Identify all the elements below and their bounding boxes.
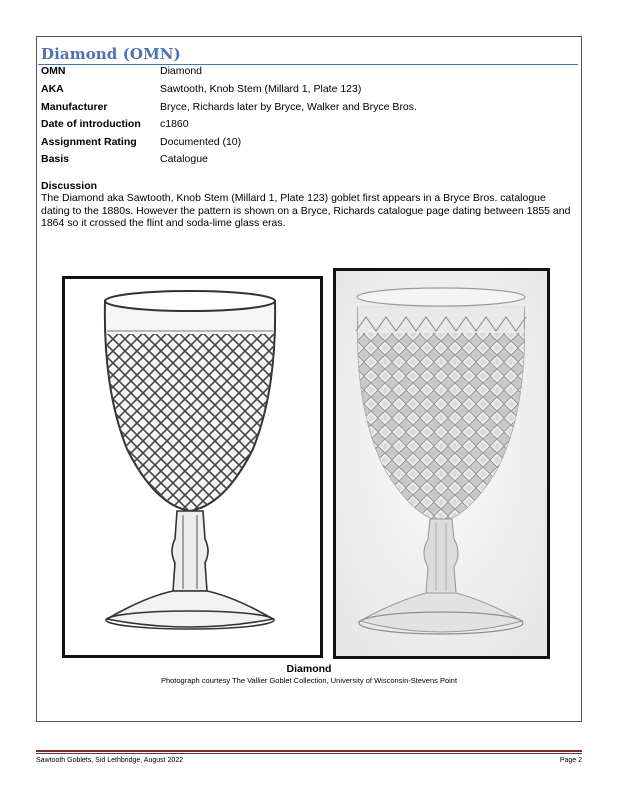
detail-label: Assignment Rating [41,136,137,148]
page-title: Diamond (OMN) [41,45,181,63]
footer-citation: Sawtooth Goblets, Sid Lethbridge, August 2022 [36,757,184,764]
detail-label: Basis [41,153,70,165]
detail-label: Manufacturer [41,101,108,113]
detail-value: Diamond [160,65,203,77]
detail-value: Documented (10) [160,136,242,148]
goblet-drawing-image [65,279,320,655]
footer-rule [36,750,582,752]
figure-caption: Diamond [286,663,332,675]
detail-value: c1860 [160,118,189,130]
goblet-photograph [333,268,550,659]
footer-rule-thin [36,753,582,754]
detail-label: AKA [41,83,64,95]
title-underline [38,64,578,65]
goblet-photo-image [336,271,547,656]
detail-label: Date of introduction [41,118,141,130]
page-number: Page 2 [559,757,582,764]
detail-value: Sawtooth, Knob Stem (Millard 1, Plate 123) [160,83,362,95]
discussion-heading: Discussion [41,180,98,192]
detail-label: OMN [41,65,66,77]
detail-value: Bryce, Richards later by Bryce, Walker and Bryce Bros. [160,101,417,113]
detail-value: Catalogue [160,153,208,165]
catalogue-drawing [62,276,323,658]
discussion-text: The Diamond aka Sawtooth, Knob Stem (Millard 1, Plate 123) goblet first appears in a Bryce Bros. catalogue dating to the 1880s. However the pattern is shown on a Bryce, Richards catalogue page dating between 1855 and 1864 so it crossed the flint and soda-lime glass eras. [41,192,571,229]
photo-credit: Photograph courtesy The Vallier Goblet Collection, University of Wisconsin-Stevens Point [160,676,458,685]
